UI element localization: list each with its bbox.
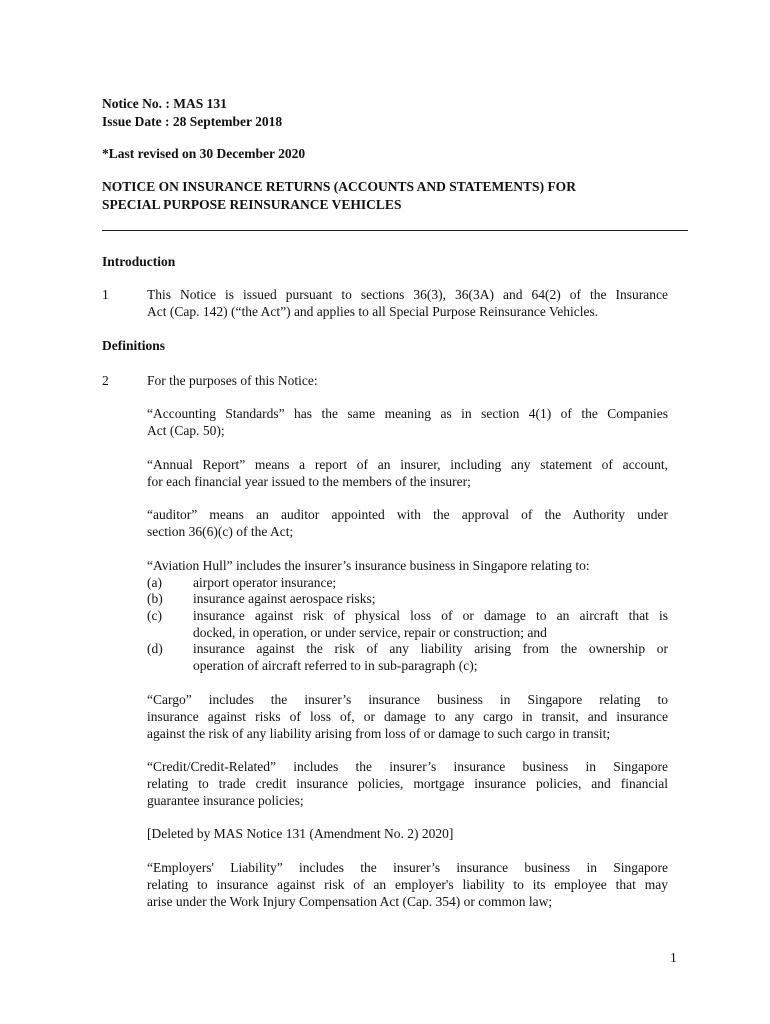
last-revised-date: *Last revised on 30 December 2020 (102, 146, 306, 161)
list-item-label: (a) (147, 575, 162, 590)
deleted-definition-note: [Deleted by MAS Notice 131 (Amendment No. 2) 2020] (147, 826, 454, 841)
page-number: 1 (670, 950, 677, 965)
definition-line: “Annual Report” means a report of an insurer, including any statement of account, (147, 457, 668, 472)
definition-line: “Credit/Credit-Related” includes the insurer’s insurance business in Singapore (147, 759, 668, 774)
list-item-text: operation of aircraft referred to in sub-paragraph (c); (193, 658, 478, 673)
definition-line: arise under the Work Injury Compensation Act (Cap. 354) or common law; (147, 894, 553, 909)
definition-line: “auditor” means an auditor appointed with the approval of the Authority under (147, 507, 668, 522)
definition-line: “Aviation Hull” includes the insurer’s insurance business in Singapore relating to: (147, 558, 590, 573)
paragraph-line: Act (Cap. 142) (“the Act”) and applies to all Special Purpose Reinsurance Vehicles. (147, 304, 599, 319)
definition-line: insurance against risks of loss of, or damage to any cargo in transit, and insurance (147, 709, 668, 724)
section-heading-introduction: Introduction (102, 254, 176, 269)
paragraph-number: 1 (102, 287, 109, 302)
definitions-intro: For the purposes of this Notice: (147, 373, 318, 388)
paragraph-number: 2 (102, 373, 109, 388)
section-heading-definitions: Definitions (102, 338, 166, 353)
definition-line: against the risk of any liability arising from loss of or damage to such cargo in transit; (147, 726, 611, 741)
definition-line: Act (Cap. 50); (147, 423, 225, 438)
list-item-text: airport operator insurance; (193, 575, 337, 590)
issue-date: Issue Date : 28 September 2018 (102, 114, 283, 129)
definition-line: for each financial year issued to the members of the insurer; (147, 474, 471, 489)
list-item-text: insurance against risk of physical loss of or damage to an aircraft that is (193, 608, 668, 623)
definition-line: relating to trade credit insurance policies, mortgage insurance policies, and financial (147, 776, 668, 791)
list-item-text: docked, in operation, or under service, repair or construction; and (193, 625, 547, 640)
document-title-line: NOTICE ON INSURANCE RETURNS (ACCOUNTS AND STATEMENTS) FOR (102, 179, 576, 194)
definition-line: “Cargo” includes the insurer’s insurance business in Singapore relating to (147, 692, 668, 707)
definition-line: “Accounting Standards” has the same meaning as in section 4(1) of the Companies (147, 406, 668, 421)
definition-line: section 36(6)(c) of the Act; (147, 524, 294, 539)
list-item-text: insurance against aerospace risks; (193, 591, 376, 606)
list-item-text: insurance against the risk of any liability arising from the ownership or (193, 641, 668, 656)
definition-line: “Employers' Liability” includes the insurer’s insurance business in Singapore (147, 860, 668, 875)
paragraph-line: This Notice is issued pursuant to sections 36(3), 36(3A) and 64(2) of the Insurance (147, 287, 668, 302)
definition-line: guarantee insurance policies; (147, 793, 304, 808)
list-item-label: (b) (147, 591, 163, 606)
notice-number: Notice No. : MAS 131 (102, 96, 227, 111)
document-title-line: SPECIAL PURPOSE REINSURANCE VEHICLES (102, 197, 402, 212)
list-item-label: (c) (147, 608, 162, 623)
list-item-label: (d) (147, 641, 163, 656)
title-divider (102, 230, 688, 231)
definition-line: relating to insurance against risk of an employer's liability to its employee that may (147, 877, 668, 892)
